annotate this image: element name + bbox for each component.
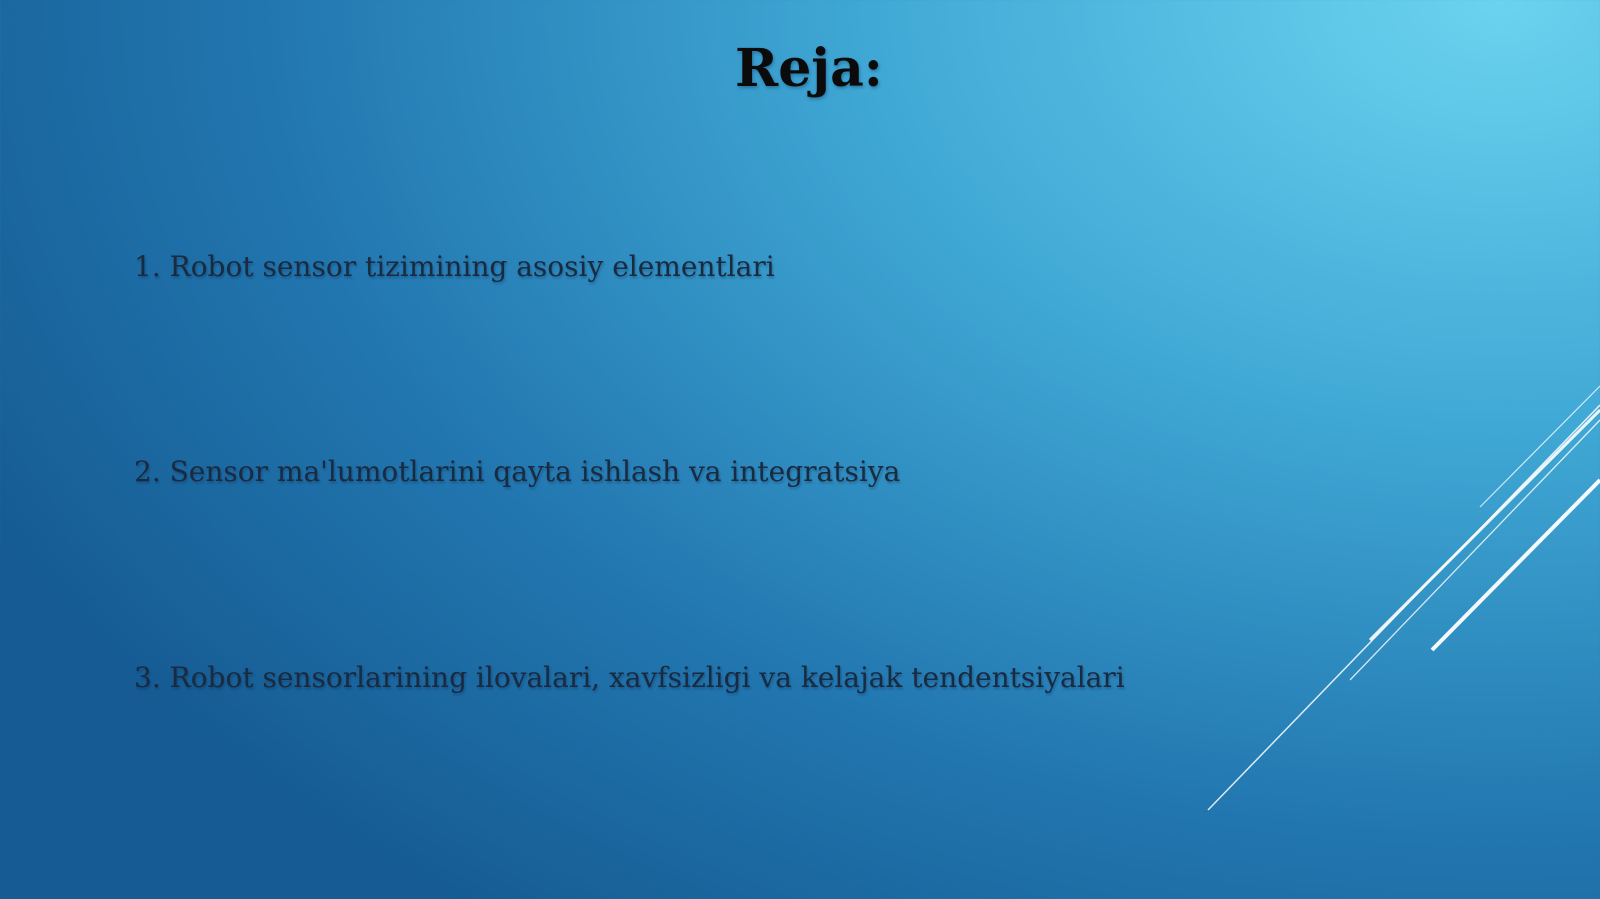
deco-line-2 [1370, 410, 1600, 640]
agenda-item-1: 1. Robot sensor tizimining asosiy elementlari [134, 250, 775, 283]
deco-line-4 [1432, 480, 1600, 650]
agenda-item-3: 3. Robot sensorlarining ilovalari, xavfsizligi va kelajak tendentsiyalari [134, 661, 1125, 694]
deco-line-3 [1350, 420, 1600, 680]
slide-title: Reja: [734, 38, 883, 99]
deco-line-5 [1208, 405, 1600, 810]
deco-line-1 [1480, 386, 1600, 507]
agenda-item-2: 2. Sensor ma'lumotlarini qayta ishlash va integratsiya [134, 455, 901, 488]
